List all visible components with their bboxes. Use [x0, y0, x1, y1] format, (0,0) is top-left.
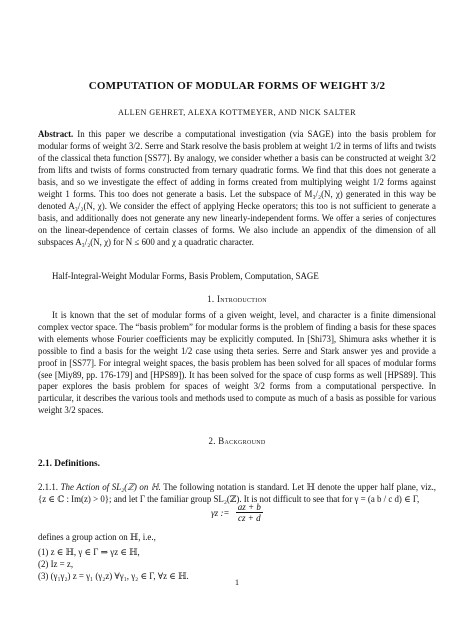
defines-text: defines a group action on ℍ, i.e., — [38, 532, 156, 542]
subsection-heading: 2.1. Definitions. — [38, 459, 100, 469]
page-number: 1 — [235, 578, 239, 587]
paragraph-text: The following notation is standard. Let ℍ denote the upper half plane, viz., {z ∈ ℂ : Im(z) > 0}; and let Γ the familiar group SL₂(ℤ). It is not difficult to see that for γ = (a b / c d) ∈ Γ, — [38, 482, 437, 504]
property-item: (3) (γ₁γ₂) z = γ₁ (γ₂z) ∀γ₁, γ₂ ∈ Γ, ∀z ∈ ℍ. — [38, 571, 189, 581]
section-number: 2. — [208, 436, 216, 446]
section-heading-background — [40, 436, 434, 446]
introduction-paragraph: It is known that the set of modular forms of a given weight, level, and character is a finite dimensional complex vector space. The “basis problem” for modular forms is the problem of finding a basis for these spaces with elements whose Fourier coefficients may be explicitly computed. In [Shi73], Shimura asks whether it is possible to find a basis for the weight 1/2 case using theta series. Serre and Stark answer yes and provide a proof in [SS77]. For integral weight spaces, the basis problem has been solved for all spaces of modular forms (see [Miy89, pp. 176-179] and [HPS89]). It has been solved for the space of cusp forms as well [HPS89]. This paper explores the basis problem for spaces of weight 3/2 forms from a computational perspective. In particular, it describes the various tools and methods used to compute as much of a basis as possible for various weight 3/2 spaces. — [38, 310, 436, 416]
abstract — [38, 128, 436, 248]
abstract-text: In this paper we describe a computational investigation (via SAGE) into the basis problem for modular forms of weight 3/2. Serre and Stark resolve the basis problem at weight 1/2 in terms of lifts and twists of the classical theta function [SS77]. By analogy, we consider whether a basis can be constructed at weight 3/2 from lifts and twists of forms constructed from ternary quadratic forms. We find that this does not generate a basis, and so we investigate the effect of adding in forms created from multiplying weight 1/2 forms against weight 1 forms. This too does not generate a basis. Let the subspace of M₃/₂(N, χ) generated in this way be denoted A₃/₂(N, χ). We consider the effect of applying Hecke operators; this too is not sufficient to generate a basis, and additionally does not generate any new linearly-independent forms. We offer a series of conjectures on the linear-dependence of certain classes of forms. We also include an appendix of the dimension of all subspaces A₃/₂(N, χ) for N ≤ 600 and χ a quadratic character. — [38, 129, 436, 247]
property-item: (2) Iz = z, — [38, 559, 74, 569]
section-number: 1. — [207, 294, 215, 304]
keywords: Half-Integral-Weight Modular Forms, Basis Problem, Computation, SAGE — [52, 271, 319, 281]
paragraph-number: 2.1.1. — [38, 482, 58, 492]
section-title: Background — [218, 436, 266, 446]
properties-list — [38, 546, 189, 582]
mobius-formula — [0, 502, 474, 523]
formula-numerator: az + b — [237, 502, 261, 512]
property-item: (1) z ∈ ℍ, γ ∈ Γ ⇒ γz ∈ ℍ, — [38, 547, 140, 557]
section-heading-introduction — [40, 294, 434, 304]
formula-denominator: cz + d — [238, 513, 261, 523]
paper-authors: ALLEN GEHRET, ALEXA KOTTMEYER, AND NICK SALTER — [117, 108, 357, 117]
paragraph-title: The Action of SL₂(ℤ) on ℍ. — [60, 482, 161, 492]
section-title: Introduction — [216, 294, 267, 304]
paper-title: COMPUTATION OF MODULAR FORMS OF WEIGHT 3/2 — [88, 80, 386, 92]
formula-fraction — [236, 502, 263, 523]
formula-lhs: γz := — [211, 507, 230, 518]
abstract-label: Abstract. — [38, 129, 74, 139]
